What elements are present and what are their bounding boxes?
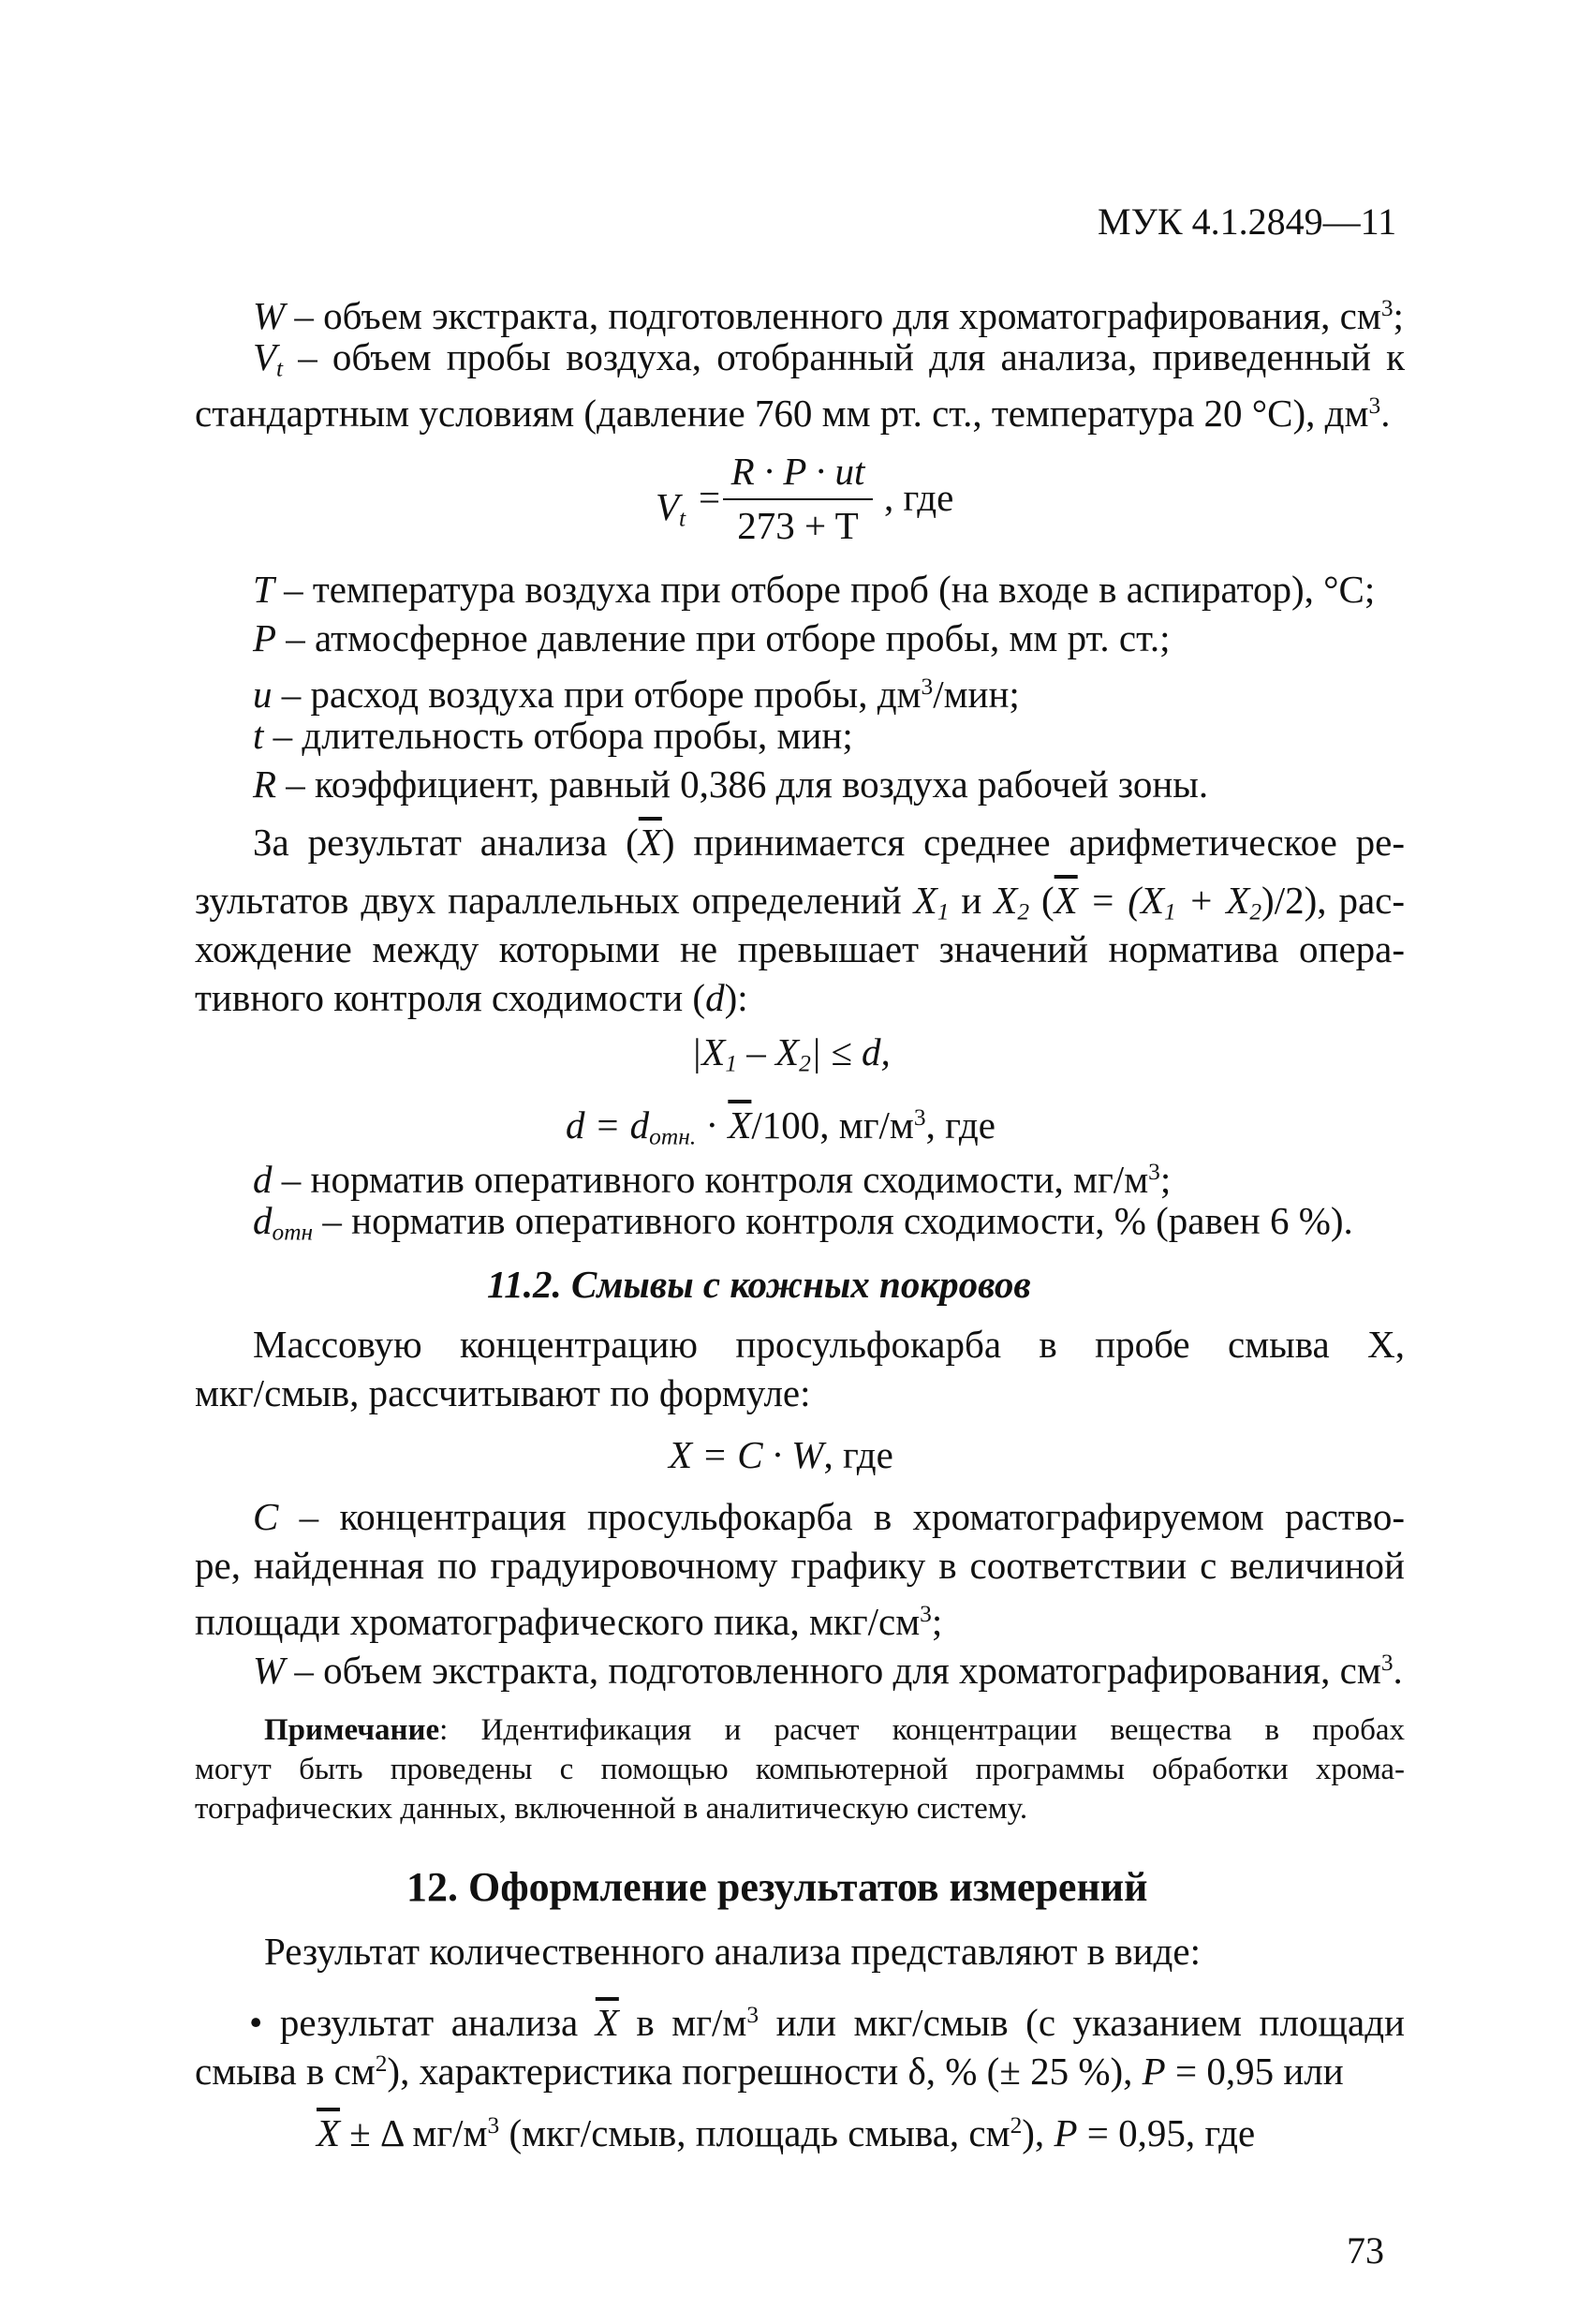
bullet-line-1: • результат анализа $\overline{X}$ в $мг/м^3$ или мкг/смыв (с указанием площади	[249, 2000, 1405, 2044]
definition-text: – объем экстракта, подготовленного для хроматографирования, см	[285, 293, 1381, 337]
symbol-p: P	[253, 616, 277, 659]
definition-c-line-1: C – концентрация просульфокарба в хроматографируемом раство-	[253, 1495, 1405, 1538]
formula-suffix: , где	[884, 476, 954, 519]
definition-c-line-3: площади хроматографического пика, мкг/$см^3$;	[195, 1599, 943, 1643]
definition-text: – расход воздуха при отборе пробы, дм	[272, 672, 922, 716]
fraction-bar	[723, 498, 873, 500]
definition-text: – температура воздуха при отборе проб (на входе в аспиратор), °С;	[273, 568, 1376, 611]
formula-equals: =	[699, 476, 721, 519]
definition-w	[253, 285, 1404, 339]
definition-d-rel: $d_{отн}$ – норматив оперативного контроля сходимости, % (равен 6 %).	[253, 1199, 1353, 1246]
superscript: 3	[1380, 295, 1394, 321]
symbol-t-small: t	[253, 714, 264, 757]
punctuation: .	[1380, 391, 1391, 435]
note-line-1: Примечание: Идентификация и расчет концентрации вещества в пробах	[264, 1713, 1405, 1747]
symbol-t: T	[253, 568, 274, 611]
bullet-line-3: $\overline{X} \pm \Delta$ $мг/м^3$ (мкг/смыв, площадь смыва, $см^2$), P = 0,95, где	[317, 2110, 1256, 2154]
result-paragraph-line-2: зультатов двух параллельных определений $X_1$ и $X_2$ $(\overline{X} = (X_1 + X_2)/2)$, рас-	[195, 879, 1406, 925]
definition-t-temperature	[253, 566, 1375, 613]
definition-w-2: W – объем экстракта, подготовленного для хроматографирования, $см^3$.	[253, 1648, 1403, 1692]
note-line-3: тографических данных, включенной в аналитическую систему.	[195, 1792, 1028, 1826]
symbol-u: u	[253, 672, 273, 716]
definition-text: стандартным условиям (давление 760 мм рт. ст., температура 20 °С), дм	[195, 391, 1369, 435]
formula-numerator: R · P · ut	[730, 450, 865, 493]
definition-t-duration	[253, 712, 853, 759]
section-12-title: 12. Оформление результатов измерений	[406, 1864, 1148, 1910]
formula-convergence: $|X_1 - X_2| \le d$,	[691, 1030, 891, 1077]
definition-text-end: /мин;	[933, 672, 1020, 716]
section-11-2-title: 11.2. Смывы с кожных покровов	[487, 1263, 1031, 1306]
wash-paragraph-line-1: Массовую концентрацию просульфокарба в пробе смыва X,	[253, 1323, 1405, 1366]
superscript: 3	[1368, 392, 1381, 419]
section-12-intro: Результат количественного анализа представляют в виде:	[264, 1930, 1201, 1973]
symbol-w: W	[253, 293, 286, 337]
definition-u	[253, 663, 1020, 718]
definition-text: – длительность отбора пробы, мин;	[263, 714, 853, 757]
definition-text: – коэффициент, равный 0,386 для воздуха рабочей зоны.	[276, 762, 1209, 806]
formula-denominator: 273 + T	[737, 504, 859, 547]
definition-d: d – норматив оперативного контроля сходимости, $мг/м^3$;	[253, 1157, 1172, 1201]
definition-p	[253, 614, 1171, 661]
document-code: МУК 4.1.2849—11	[1098, 200, 1397, 243]
formula-lhs: $V_t$	[656, 485, 686, 532]
result-paragraph-line-3: хождение между которыми не превышает значений норматива опера-	[195, 927, 1405, 970]
punctuation: ;	[1393, 293, 1404, 337]
formula-x: X = C · W, где	[669, 1433, 893, 1476]
symbol-v: V	[253, 335, 277, 378]
definition-text: – атмосферное давление при отборе пробы, мм рт. ст.;	[276, 616, 1171, 659]
page-number: 73	[1347, 2229, 1384, 2272]
formula-d: $d = d_{отн.} \cdot \overline{X}/100$, $мг/м^3$, где	[566, 1103, 996, 1150]
result-paragraph-line-1: За результат анализа $(\overline{X})$ принимается среднее арифметическое ре-	[253, 821, 1405, 864]
note-line-2: могут быть проведены с помощью компьютерной программы обработки хрома-	[195, 1753, 1405, 1786]
definition-c-line-2: ре, найденная по градуировочному графику в соответствии с величиной	[195, 1544, 1405, 1587]
symbol-r: R	[253, 762, 277, 806]
definition-vt-line-2	[195, 382, 1390, 437]
superscript: 3	[921, 674, 934, 700]
wash-paragraph-line-2: мкг/смыв, рассчитывают по формуле:	[195, 1371, 811, 1414]
result-paragraph-line-4: тивного контроля сходимости (d):	[195, 976, 748, 1019]
note-label: Примечание	[264, 1713, 440, 1747]
bullet-line-2: смыва в $см^2$), характеристика погрешности δ, % (± 25 %), P = 0,95 или	[195, 2049, 1344, 2093]
definition-r	[253, 761, 1208, 807]
x-mean: $\overline{X}$	[638, 821, 662, 864]
definition-text: – объем пробы воздуха, отобранный для анализа, приведенный к	[283, 335, 1405, 378]
subscript: t	[276, 355, 284, 382]
